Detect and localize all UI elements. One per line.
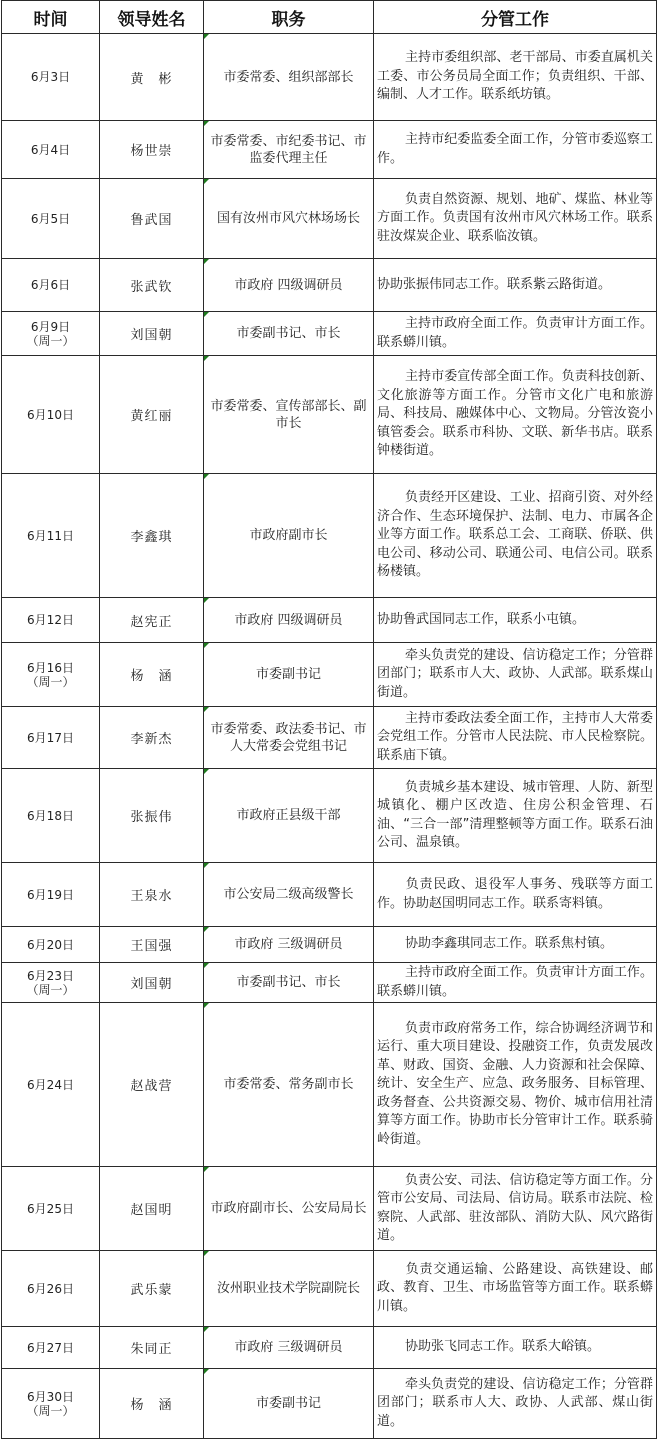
duties-text: 负责经开区建设、工业、招商引资、对外经济合作、生态环境保护、法制、电力、市属各企业等方面工作。联系总工会、工商联、侨联、供电公司、移动公司、联通公司、电信公司。联系杨楼镇。 [377,490,653,580]
table-row [2,1327,657,1369]
table-row [2,1167,657,1251]
date-text: 6月3日 [30,70,71,84]
position-cell: 市委常委、宣传部部长、副市长 [204,356,374,474]
duties-text: 负责市政府常务工作，综合协调经济调节和运行、重大项目建设、投融资工作，负责发展改革、财政、国资、金融、人力资源和社会保障、统计、安全生产、应急、政务服务、目标管理、政务督查、公共资源交易、物价、城市信用社清算等方面工作。协助市长分管审计工作。联系骑岭街道。 [377,1020,653,1147]
duties-text: 主持市纪委监委全面工作，分管市委巡察工作。 [377,132,653,166]
duties-cell [374,474,657,598]
duties-text: 牵头负责党的建设、信访稳定工作；分管群团部门；联系市人大、政协、人武部。联系煤山街道。 [377,647,653,700]
table-header-row [2,1,657,34]
table-row [2,1369,657,1439]
date-cell [2,863,100,927]
date-cell [2,34,100,121]
name-cell: 杨 涵 [100,1369,204,1439]
duties-text: 协助张飞同志工作。联系大峪镇。 [405,1339,601,1355]
date-cell [2,1167,100,1251]
table-row [2,1003,657,1167]
duties-text: 牵头负责党的建设、信访稳定工作；分管群团部门；联系市人大、政协、人武部、煤山街道。 [377,1376,653,1429]
position-cell: 市政府副市长 [204,474,374,598]
position-cell: 汝州职业技术学院副院长 [204,1251,374,1327]
position-cell: 国有汝州市风穴林场场长 [204,179,374,259]
date-text: 6月17日 [27,730,74,745]
duties-text: 主持市委组织部、老干部局、市委直属机关工委、市公务员局全面工作；负责组织、干部、编制、人才工作。联系纸坊镇。 [377,50,653,103]
name-cell: 李新杰 [100,707,204,769]
date-cell [2,1327,100,1369]
name-cell: 刘国朝 [100,312,204,356]
duties-text: 主持市委宣传部全面工作。负责科技创新、文化旅游等方面工作。分管市文化广电和旅游局、科技局、融媒体中心、文物局。分管汝瓷小镇管委会。联系市科协、文联、新华书店。联系钟楼街道。 [377,369,653,459]
date-text: 6月19日 [27,887,74,902]
duties-cell [374,643,657,707]
position-cell: 市委常委、市纪委书记、市监委代理主任 [204,121,374,179]
table-row [2,643,657,707]
name-cell: 杨世崇 [100,121,204,179]
table-row [2,356,657,474]
date-text: 6月9日 [30,319,71,334]
date-cell [2,643,100,707]
name-cell: 赵国明 [100,1167,204,1251]
duties-text: 负责公安、司法、信访稳定等方面工作。分管市公安局、司法局、信访局。联系市法院、检察院、人武部、驻汝部队、消防大队、风穴路街道。 [377,1172,653,1243]
name-cell: 朱同正 [100,1327,204,1369]
weekday-text: （周一） [26,333,75,348]
duties-cell: 协助鲁武国同志工作，联系小屯镇。 [374,598,657,643]
date-cell [2,312,100,356]
duties-cell [374,121,657,179]
table-row [2,312,657,356]
date-cell [2,769,100,863]
position-cell: 市委副书记 [204,1369,374,1439]
name-cell: 李鑫琪 [100,474,204,598]
date-text: 6月27日 [27,1340,74,1355]
duties-cell [374,1369,657,1439]
duties-cell [374,1003,657,1167]
duties-text: 负责交通运输、公路建设、高铁建设、邮政、教育、卫生、市场监管等方面工作。联系蟒川镇。 [377,1261,653,1314]
position-cell: 市政府 三级调研员 [204,927,374,963]
duties-cell [374,179,657,259]
date-text: 6月25日 [27,1201,74,1216]
position-cell: 市政府副市长、公安局局长 [204,1167,374,1251]
duties-cell [374,312,657,356]
name-cell: 杨 涵 [100,643,204,707]
duties-cell [374,356,657,474]
position-cell: 市委常委、常务副市长 [204,1003,374,1167]
name-cell: 刘国朝 [100,963,204,1003]
date-text: 6月12日 [27,613,74,627]
table-row [2,1251,657,1327]
table-row [2,34,657,121]
duties-cell [374,707,657,769]
name-cell: 赵宪正 [100,598,204,643]
date-text: 6月18日 [27,808,74,823]
table-row [2,259,657,312]
date-cell [2,121,100,179]
duties-cell [374,927,657,963]
duties-text: 负责城乡基本建设、城市管理、人防、新型城镇化、棚户区改造、住房公积金管理、石油、“三合一部”清理整顿等方面工作。联系石油公司、温泉镇。 [377,779,653,850]
table-row [2,863,657,927]
table-row [2,707,657,769]
name-cell: 张武钦 [100,259,204,312]
weekday-text: （周一） [26,1403,75,1418]
date-text: 6月5日 [30,211,71,226]
date-text: 6月4日 [30,142,71,157]
duties-text: 主持市委政法委全面工作，主持市人大常委会党组工作。分管市人民法院、市人民检察院。联系庙下镇。 [377,710,653,763]
table-row [2,121,657,179]
date-cell [2,598,100,643]
duties-text: 主持市政府全面工作。负责审计方面工作。联系蟒川镇。 [377,316,653,350]
duties-text: 负责自然资源、规划、地矿、煤监、林业等方面工作。负责国有汝州市风穴林场工作。联系驻汝煤炭企业、联系临汝镇。 [377,191,653,244]
position-cell: 市政府正县级干部 [204,769,374,863]
date-text: 6月10日 [27,407,74,422]
duties-text: 负责民政、退役军人事务、残联等方面工作。协助赵国明同志工作。联系寄料镇。 [377,877,653,911]
table-row [2,179,657,259]
date-cell [2,927,100,963]
duties-text: 主持市政府全面工作。负责审计方面工作。联系蟒川镇。 [377,965,653,999]
position-cell: 市委副书记 [204,643,374,707]
name-cell: 王泉水 [100,863,204,927]
position-cell: 市政府 四级调研员 [204,259,374,312]
date-text: 6月24日 [27,1077,74,1092]
date-cell [2,1369,100,1439]
name-cell: 张振伟 [100,769,204,863]
date-cell [2,259,100,312]
duties-cell: 协助张振伟同志工作。联系紫云路街道。 [374,259,657,312]
name-cell: 鲁武国 [100,179,204,259]
date-text: 6月26日 [27,1281,74,1296]
duties-cell [374,34,657,121]
table-row [2,769,657,863]
position-cell: 市政府 四级调研员 [204,598,374,643]
position-cell: 市政府 三级调研员 [204,1327,374,1369]
date-text: 6月23日 [27,968,74,983]
position-cell: 市委常委、组织部部长 [204,34,374,121]
date-text: 6月20日 [27,937,74,952]
position-cell: 市委副书记、市长 [204,963,374,1003]
date-cell [2,179,100,259]
position-cell: 市公安局二级高级警长 [204,863,374,927]
schedule-table [1,0,657,1439]
duties-cell [374,1167,657,1251]
position-cell: 市委副书记、市长 [204,312,374,356]
date-cell [2,1251,100,1327]
date-text: 6月6日 [30,278,71,292]
position-cell: 市委常委、政法委书记、市人大常委会党组书记 [204,707,374,769]
duties-cell [374,769,657,863]
duties-cell [374,863,657,927]
duties-cell [374,1327,657,1369]
weekday-text: （周一） [26,674,75,689]
name-cell: 赵战营 [100,1003,204,1167]
header-duties: 分管工作 [374,1,657,34]
duties-text: 协助李鑫琪同志工作。联系焦村镇。 [405,936,614,952]
table-row [2,474,657,598]
date-cell [2,963,100,1003]
duties-cell [374,1251,657,1327]
date-cell [2,474,100,598]
name-cell: 王国强 [100,927,204,963]
date-cell [2,1003,100,1167]
name-cell: 黄 彬 [100,34,204,121]
date-cell [2,356,100,474]
table-row [2,598,657,643]
weekday-text: （周一） [26,982,75,997]
table-row [2,963,657,1003]
header-date: 时间 [2,1,100,34]
date-text: 6月30日 [27,1389,74,1404]
table-row [2,927,657,963]
duties-cell [374,963,657,1003]
date-text: 6月11日 [27,528,74,543]
header-position: 职务 [204,1,374,34]
name-cell: 武乐蒙 [100,1251,204,1327]
name-cell: 黄红丽 [100,356,204,474]
date-text: 6月16日 [27,660,74,675]
header-name: 领导姓名 [100,1,204,34]
date-cell [2,707,100,769]
